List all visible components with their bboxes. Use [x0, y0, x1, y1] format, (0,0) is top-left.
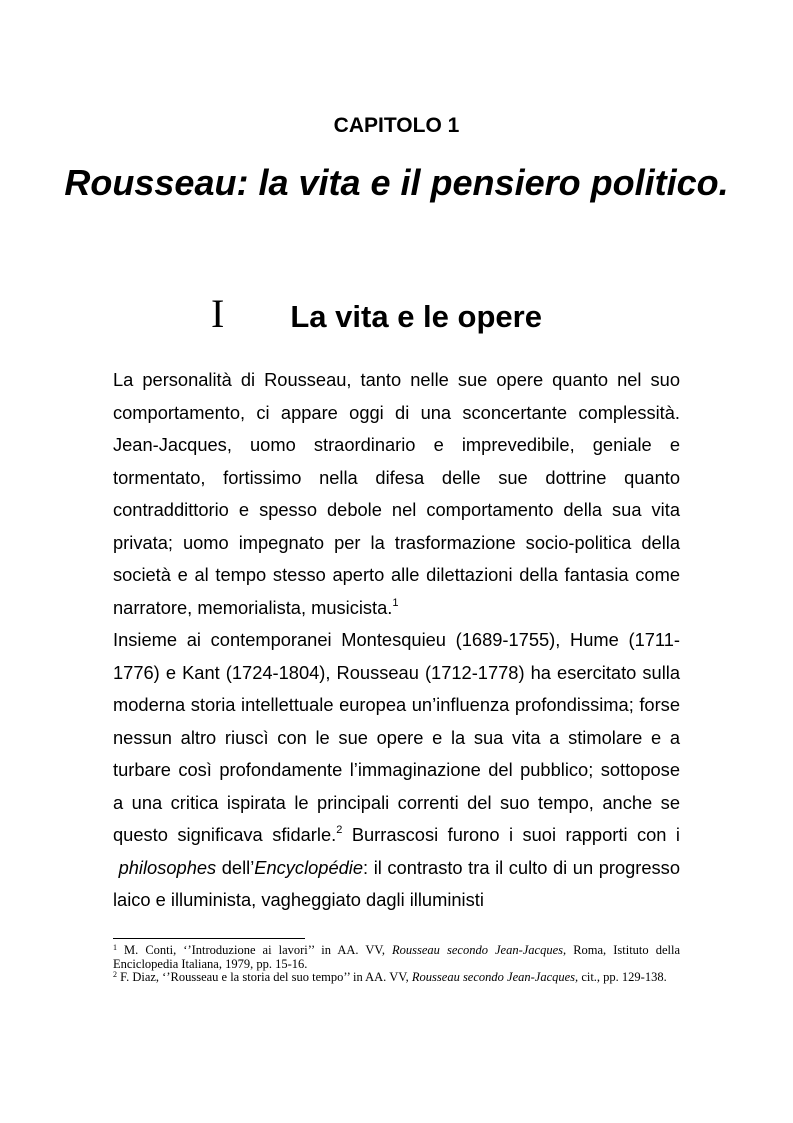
footnote-title: Rousseau secondo Jean-Jacques,: [411, 970, 579, 984]
italic-term: philosophes: [118, 856, 217, 878]
footnote: [113, 971, 680, 985]
footnote-text: cit., pp. 129-138.: [578, 970, 667, 984]
footnote-text: Roma, Istituto della Enciclopedia Italiana, 1979, pp. 15-16.: [113, 943, 680, 971]
body-text: [113, 364, 680, 917]
footnotes: [113, 944, 680, 985]
paragraph-text: La personalità di Rousseau, tanto nelle sue opere quanto nel suo comportamento, ci appare oggi di una sconcertante complessità. Jean-Jacques, uomo straordinario e imprevedibile, geniale e tormentato, fortissimo nella difesa delle sue dottrine quanto contraddittorio e spesso debole nel comportamento della sua vita privata; uomo impegnato per la trasformazione socio-politica della società e al tempo stesso aperto alle dilettazioni della fantasia come narratore, memorialista, musicista.: [113, 369, 680, 618]
chapter-title: Rousseau: la vita e il pensiero politico.: [64, 162, 729, 203]
chapter-label: CAPITOLO 1: [333, 114, 460, 137]
footnote-number: 2: [113, 970, 117, 979]
paragraph: [113, 364, 680, 624]
footnote-text: F. Diaz, ‘’Rousseau e la storia del suo tempo’’ in AA. VV,: [117, 970, 412, 984]
footnote: [113, 944, 680, 971]
footnote-ref: 2: [336, 823, 343, 836]
italic-term: Encyclopédie: [254, 856, 364, 878]
footnote-title: Rousseau secondo Jean-Jacques,: [392, 943, 567, 957]
section-heading: [0, 290, 793, 337]
section-title: La vita e le opere: [290, 299, 542, 334]
paragraph: [113, 624, 680, 917]
footnote-text: M. Conti, ‘’Introduzione ai lavori’’ in AA. VV,: [117, 943, 393, 957]
paragraph-text: Burrascosi furono i suoi rapporti con i: [342, 824, 680, 845]
paragraph-text: Insieme ai contemporanei Montesquieu (1689-1755), Hume (1711-1776) e Kant (1724-1804), Rousseau (1712-1778) ha esercitato sulla moderna storia intellettuale europea un’influenza profondissima; forse nessun altro riuscì con le sue opere e la sua vita a stimolare e a turbare così profondamente l’immaginazione del pubblico; sottopose a una critica ispirata le principali correnti del suo tempo, anche se questo significava sfidarle.: [113, 629, 680, 845]
footnote-ref: 1: [392, 596, 399, 609]
footnote-divider: [113, 938, 305, 939]
section-numeral: I: [211, 291, 225, 336]
paragraph-text: dell’: [216, 856, 255, 878]
paragraph-text: : il contrasto tra il culto di un progresso laico e illuminista, vagheggiato dagli illuministi: [113, 856, 680, 910]
footnote-number: 1: [113, 943, 117, 952]
